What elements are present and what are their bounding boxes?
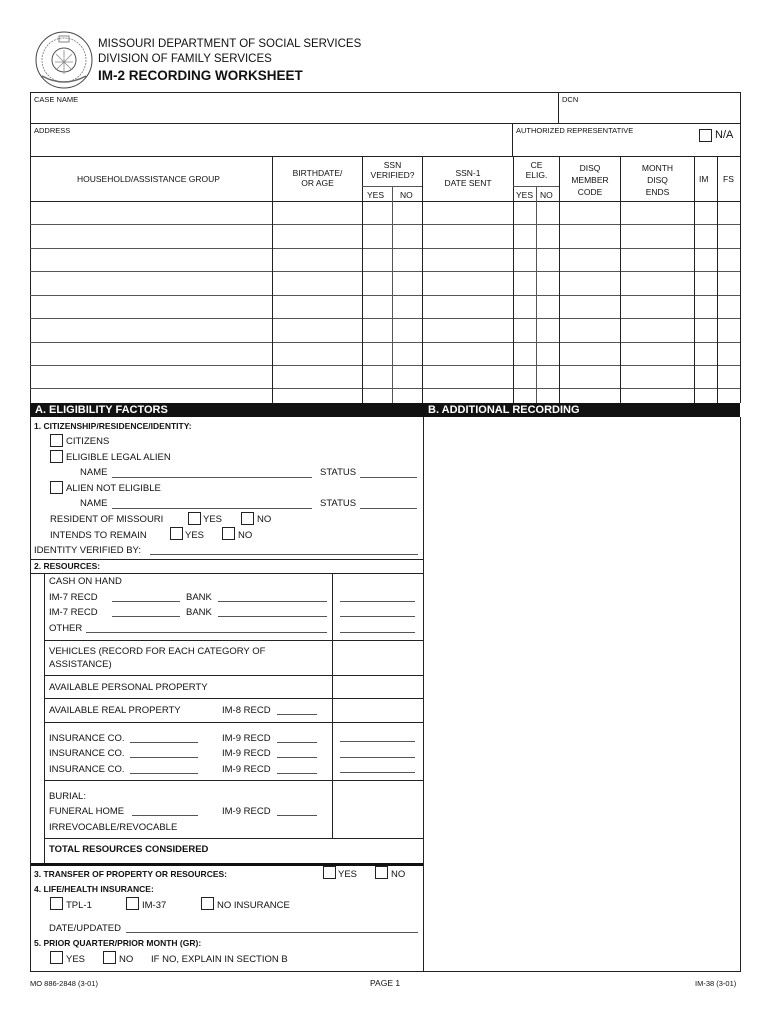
im7-recd-label-1: IM-7 RECD (49, 592, 98, 603)
im7-recd-label-2: IM-7 RECD (49, 607, 98, 618)
bank-field-2[interactable] (218, 616, 327, 617)
legal-alien-status-label: STATUS (320, 467, 357, 478)
ce-yes-label: YES (516, 190, 534, 200)
burial-label: BURIAL: (49, 791, 86, 802)
col-im: IM (699, 174, 709, 184)
agency-name: MISSOURI DEPARTMENT OF SOCIAL SERVICES (98, 38, 362, 50)
other-label: OTHER (49, 623, 83, 634)
ssn-yes-label: YES (367, 190, 385, 200)
bank-label-1: BANK (186, 592, 212, 603)
intends-no-label: NO (238, 530, 253, 541)
section-a-header: A. ELIGIBILITY FACTORS (30, 403, 423, 417)
alien-not-eligible-checkbox[interactable] (50, 481, 63, 494)
case-name-label: CASE NAME (34, 95, 79, 104)
cash-on-hand-label: CASH ON HAND (49, 576, 122, 587)
im37-checkbox[interactable] (126, 897, 139, 910)
im7-recd-field-2[interactable] (112, 616, 180, 617)
intends-yes-label: YES (185, 530, 205, 541)
tpl1-checkbox[interactable] (50, 897, 63, 910)
ssn-no-label: NO (400, 190, 413, 200)
im9-recd-field-3[interactable] (277, 773, 317, 774)
na-label: N/A (715, 129, 734, 141)
insurance-amount-field-1[interactable] (340, 741, 415, 742)
identity-field[interactable] (150, 554, 418, 555)
intends-no-checkbox[interactable] (222, 527, 235, 540)
form-title: IM-2 RECORDING WORKSHEET (98, 68, 303, 83)
vehicles-label-2: ASSISTANCE) (49, 659, 112, 670)
col-ce-elig: CE ELIG. (525, 160, 548, 180)
item-2-resources: 2. RESOURCES: (34, 561, 101, 571)
col-ssn-verified: SSN VERIFIED? (370, 160, 415, 180)
prior-no-checkbox[interactable] (103, 951, 116, 964)
im9-recd-label-1: IM-9 RECD (222, 733, 271, 744)
insurance-field-2[interactable] (130, 757, 198, 758)
col-birthdate: BIRTHDATE/ OR AGE (292, 168, 343, 188)
im37-label: IM-37 (142, 900, 167, 911)
im9-recd-label-4: IM-9 RECD (222, 806, 271, 817)
explain-label: IF NO, EXPLAIN IN SECTION B (151, 954, 288, 965)
alien-not-eligible-label: ALIEN NOT ELIGIBLE (66, 483, 161, 494)
bank-amount-field-2[interactable] (340, 616, 415, 617)
form-number: MO 886-2848 (3-01) (30, 979, 98, 988)
im8-recd-label: IM-8 RECD (222, 705, 271, 716)
im8-recd-field[interactable] (277, 714, 317, 715)
form-code: IM-38 (3-01) (695, 979, 737, 988)
authorized-rep-label: AUTHORIZED REPRESENTATIVE (516, 126, 634, 135)
vehicles-label: VEHICLES (RECORD FOR EACH CATEGORY OF (49, 646, 266, 657)
item-3-transfer: 3. TRANSFER OF PROPERTY OR RESOURCES: (34, 869, 228, 879)
insurance-field-3[interactable] (130, 773, 198, 774)
total-resources-field[interactable] (333, 839, 422, 863)
im9-recd-field-2[interactable] (277, 757, 317, 758)
dcn-field[interactable] (559, 105, 739, 123)
additional-recording-area[interactable] (424, 418, 740, 971)
insurance-label-3: INSURANCE CO. (49, 764, 125, 775)
alien-status-field[interactable] (360, 508, 417, 509)
col-fs: FS (723, 174, 734, 184)
case-name-field[interactable] (31, 105, 557, 123)
legal-alien-checkbox[interactable] (50, 450, 63, 463)
citizens-label: CITIZENS (66, 436, 110, 447)
prior-no-label: NO (119, 954, 134, 965)
im9-recd-field-1[interactable] (277, 742, 317, 743)
funeral-home-field[interactable] (132, 815, 198, 816)
resident-no-label: NO (257, 514, 272, 525)
im9-recd-field-4[interactable] (277, 815, 317, 816)
other-field[interactable] (86, 632, 327, 633)
resident-label: RESIDENT OF MISSOURI (50, 514, 164, 525)
date-updated-label: DATE/UPDATED (49, 923, 121, 934)
item-4-insurance: 4. LIFE/HEALTH INSURANCE: (34, 884, 154, 894)
alien-name-label: NAME (80, 498, 108, 509)
intends-label: INTENDS TO REMAIN (50, 530, 147, 541)
transfer-yes-checkbox[interactable] (323, 866, 336, 879)
alien-status-label: STATUS (320, 498, 357, 509)
insurance-label-2: INSURANCE CO. (49, 748, 125, 759)
resident-yes-label: YES (203, 514, 223, 525)
col-ssn1-date: SSN-1 DATE SENT (444, 168, 492, 188)
legal-alien-name-field[interactable] (112, 477, 312, 478)
bank-field-1[interactable] (218, 601, 327, 602)
dcn-label: DCN (562, 95, 579, 104)
address-label: ADDRESS (34, 126, 71, 135)
page-number: PAGE 1 (370, 978, 401, 988)
legal-alien-name-label: NAME (80, 467, 108, 478)
section-b-header: B. ADDITIONAL RECORDING (423, 403, 740, 417)
prior-yes-label: YES (66, 954, 86, 965)
legal-alien-label: ELIGIBLE LEGAL ALIEN (66, 452, 171, 463)
insurance-field-1[interactable] (130, 742, 198, 743)
item-5-prior-quarter: 5. PRIOR QUARTER/PRIOR MONTH (GR): (34, 938, 202, 948)
col-month-disq: MONTH DISQ ENDS (641, 163, 674, 197)
item-1-citizenship: 1. CITIZENSHIP/RESIDENCE/IDENTITY: (34, 421, 192, 431)
transfer-no-label: NO (391, 869, 406, 880)
col-disq-member: DISQ MEMBER CODE (571, 163, 609, 197)
insurance-amount-field-3[interactable] (340, 772, 415, 773)
total-resources-label: TOTAL RESOURCES CONSIDERED (49, 844, 209, 855)
other-amount-field[interactable] (340, 632, 415, 633)
division-name: DIVISION OF FAMILY SERVICES (98, 53, 272, 65)
intends-yes-checkbox[interactable] (170, 527, 183, 540)
prior-yes-checkbox[interactable] (50, 951, 63, 964)
transfer-no-checkbox[interactable] (375, 866, 388, 879)
bank-amount-field-1[interactable] (340, 601, 415, 602)
identity-label: IDENTITY VERIFIED BY: (34, 545, 141, 556)
legal-alien-status-field[interactable] (360, 477, 417, 478)
na-checkbox[interactable] (699, 129, 712, 142)
address-field[interactable] (31, 136, 511, 155)
resident-no-checkbox[interactable] (241, 512, 254, 525)
real-property-label: AVAILABLE REAL PROPERTY (49, 705, 181, 716)
tpl1-label: TPL-1 (66, 900, 92, 911)
im9-recd-label-2: IM-9 RECD (222, 748, 271, 759)
date-updated-field[interactable] (126, 932, 418, 933)
bank-label-2: BANK (186, 607, 212, 618)
no-insurance-checkbox[interactable] (201, 897, 214, 910)
transfer-yes-label: YES (338, 869, 358, 880)
resident-yes-checkbox[interactable] (188, 512, 201, 525)
missouri-seal-icon (34, 30, 94, 90)
ce-no-label: NO (540, 190, 553, 200)
insurance-amount-field-2[interactable] (340, 757, 415, 758)
irrevocable-label: IRREVOCABLE/REVOCABLE (49, 822, 178, 833)
citizens-checkbox[interactable] (50, 434, 63, 447)
im9-recd-label-3: IM-9 RECD (222, 764, 271, 775)
col-household: HOUSEHOLD/ASSISTANCE GROUP (77, 174, 220, 184)
funeral-home-label: FUNERAL HOME (49, 806, 125, 817)
im7-recd-field-1[interactable] (112, 601, 180, 602)
no-insurance-label: NO INSURANCE (217, 900, 290, 911)
personal-property-label: AVAILABLE PERSONAL PROPERTY (49, 682, 208, 693)
insurance-label-1: INSURANCE CO. (49, 733, 125, 744)
alien-name-field[interactable] (112, 508, 312, 509)
